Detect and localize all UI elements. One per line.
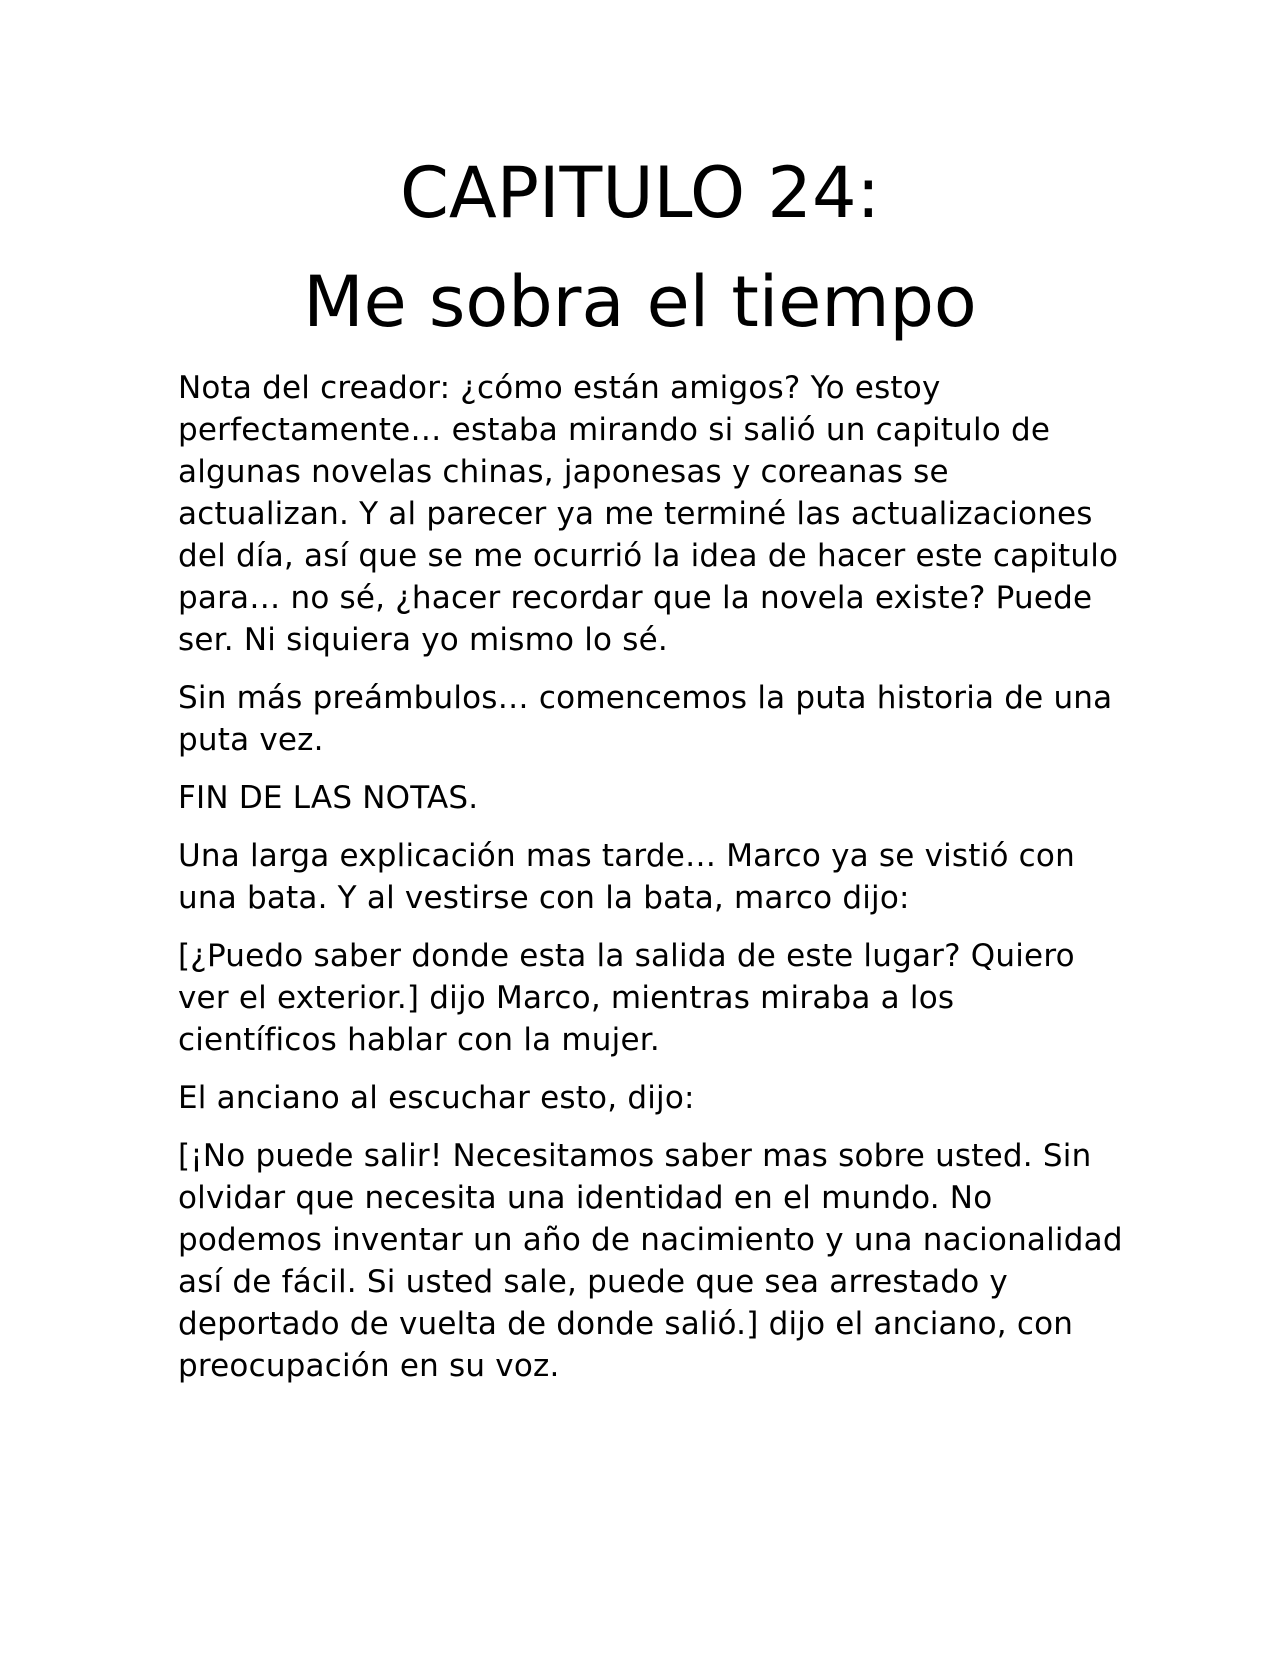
preamble-paragraph: Sin más preámbulos… comencemos la puta historia de una puta vez. <box>178 680 1113 758</box>
author-note-paragraph: Nota del creador: ¿cómo están amigos? Yo estoy perfectamente… estaba mirando si salió un capitulo de algunas novelas chinas, japonesas y coreanas se actualizan. Y al parecer ya me terminé las actualizaciones del día, así que se me ocurrió la idea de hacer este capitulo para… no sé, ¿hacer recordar que la novela existe? Puede ser. Ni siquiera yo mismo lo sé. <box>178 370 1119 658</box>
story-paragraph: Una larga explicación mas tarde… Marco ya se vistió con una bata. Y al vestirse con la bata, marco dijo: <box>178 838 1075 916</box>
chapter-body <box>178 367 1123 1403</box>
story-paragraph: El anciano al escuchar esto, dijo: <box>178 1080 695 1116</box>
end-of-notes-paragraph: FIN DE LAS NOTAS. <box>178 780 479 816</box>
chapter-subtitle: Me sobra el tiempo <box>303 261 977 343</box>
dialogue-paragraph: [¿Puedo saber donde esta la salida de este lugar? Quiero ver el exterior.] dijo Marco, mientras miraba a los científicos hablar con la mujer. <box>178 938 1075 1058</box>
chapter-title: CAPITULO 24: <box>399 152 881 234</box>
dialogue-paragraph: [¡No puede salir! Necesitamos saber mas sobre usted. Sin olvidar que necesita una identidad en el mundo. No podemos inventar un año de nacimiento y una nacionalidad así de fácil. Si usted sale, puede que sea arrestado y deportado de vuelta de donde salió.] dijo el anciano, con preocupación en su voz. <box>178 1138 1123 1384</box>
